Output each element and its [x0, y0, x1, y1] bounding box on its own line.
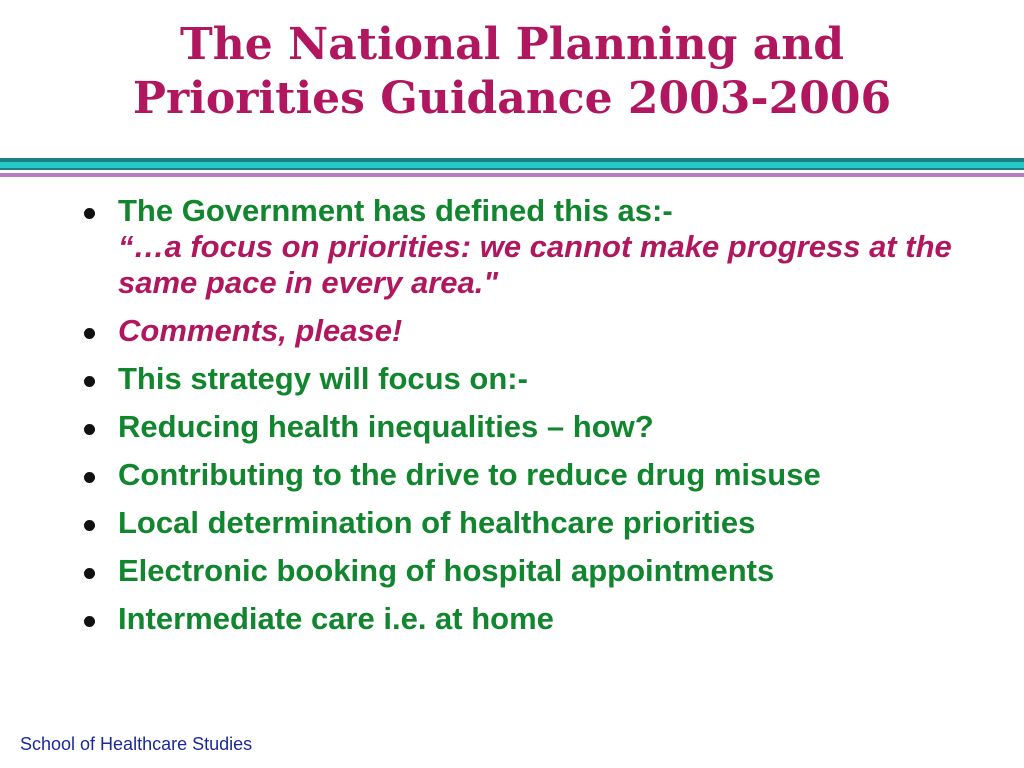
title-divider-purple	[0, 173, 1024, 177]
bullet-text: Local determination of healthcare priorities	[118, 505, 756, 540]
bullet-list	[80, 193, 980, 649]
bullet-text: Reducing health inequalities – how?	[118, 409, 654, 444]
bullet-text: Electronic booking of hospital appointments	[118, 553, 775, 588]
bullet-item-strategy	[80, 361, 980, 397]
bullet-dot-icon	[84, 568, 95, 579]
bullet-text: Intermediate care i.e. at home	[118, 601, 554, 636]
bullet-item-intermediate-care	[80, 601, 980, 637]
bullet-item-definition	[80, 193, 980, 301]
bullet-dot-icon	[84, 376, 95, 387]
bullet-item-inequalities	[80, 409, 980, 445]
footer-text: School of Healthcare Studies	[20, 734, 253, 754]
slide-title	[0, 18, 1024, 126]
slide-title-line-2: Priorities Guidance 2003-2006	[132, 73, 892, 124]
slide-title-line-1: The National Planning and	[179, 19, 845, 70]
bullet-item-drug-misuse	[80, 457, 980, 493]
bullet-item-comments	[80, 313, 980, 349]
title-divider-dark-bottom	[0, 168, 1024, 170]
bullet-dot-icon	[84, 328, 95, 339]
bullet-dot-icon	[84, 208, 95, 219]
bullet-item-electronic-booking	[80, 553, 980, 589]
bullet-text: Comments, please!	[118, 313, 403, 348]
bullet-text: Contributing to the drive to reduce drug misuse	[118, 457, 821, 492]
bullet-text: This strategy will focus on:-	[118, 361, 528, 396]
definition-quote: “…a focus on priorities: we cannot make progress at the same pace in every area."	[118, 229, 952, 300]
bullet-text: The Government has defined this as:-	[118, 193, 673, 228]
bullet-dot-icon	[84, 424, 95, 435]
bullet-item-local-priorities	[80, 505, 980, 541]
bullet-dot-icon	[84, 616, 95, 627]
bullet-dot-icon	[84, 472, 95, 483]
bullet-dot-icon	[84, 520, 95, 531]
